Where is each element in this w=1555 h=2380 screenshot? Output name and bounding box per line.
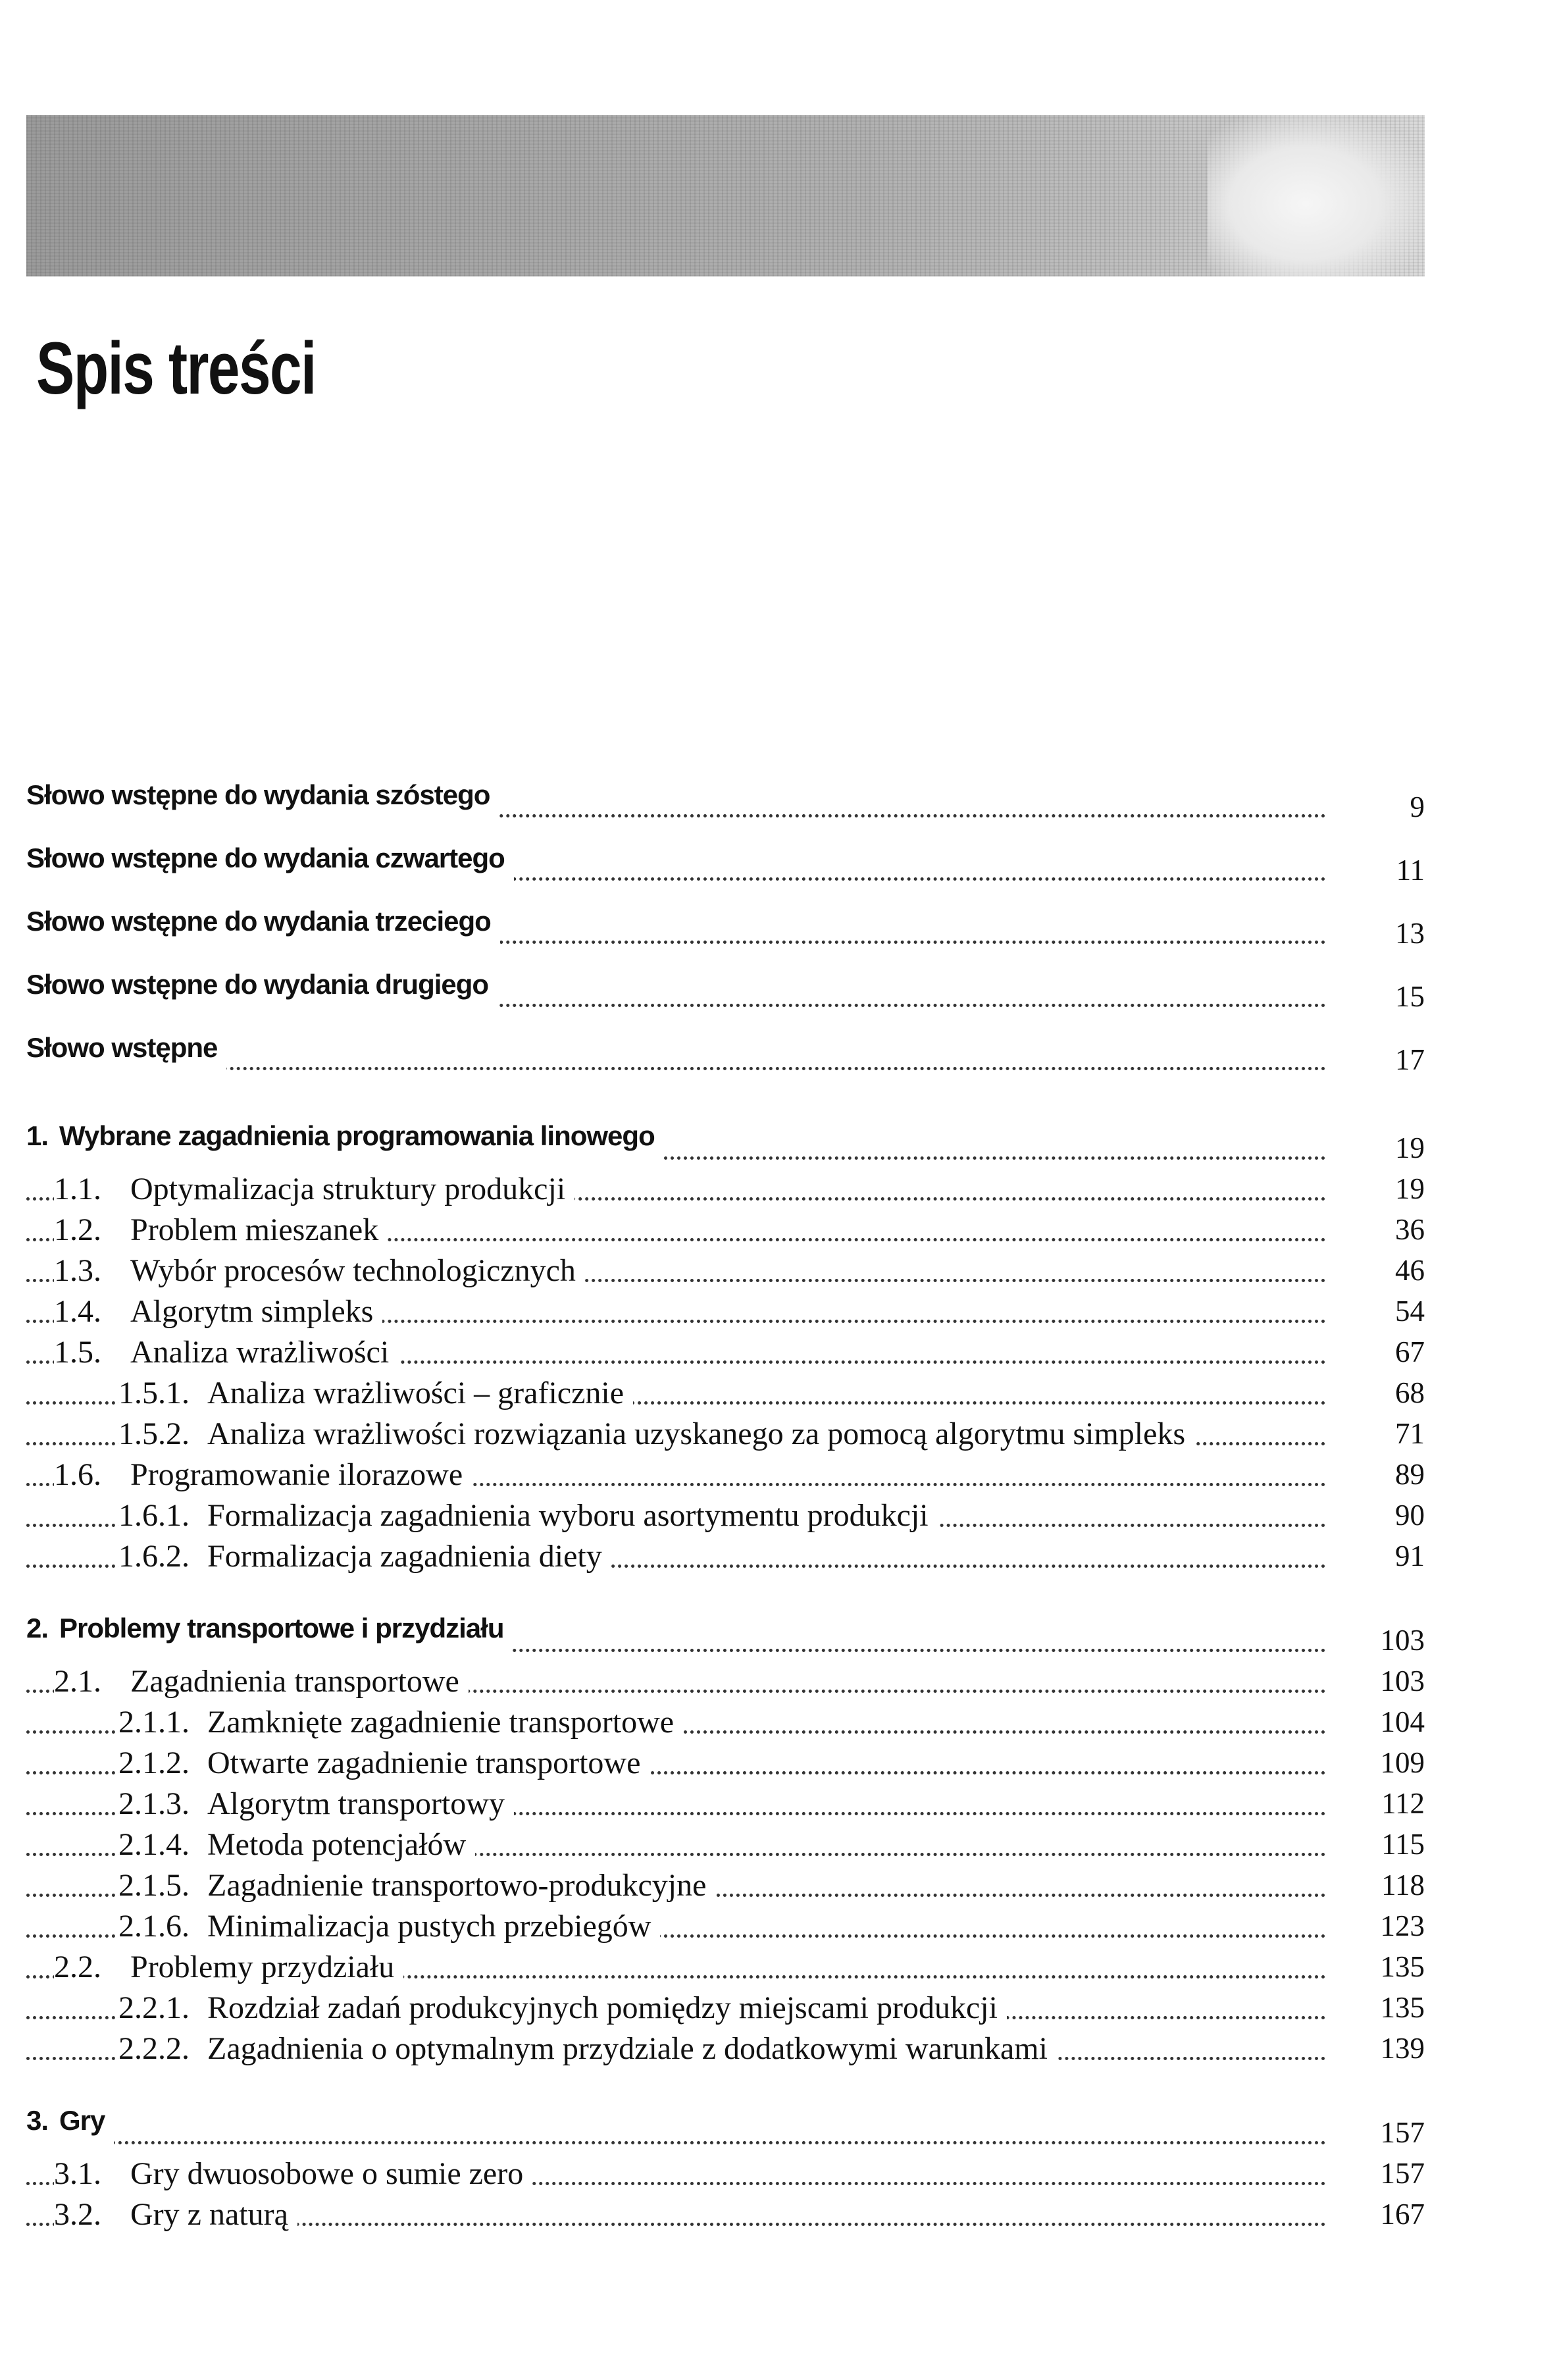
toc-page-number: 15 (1395, 980, 1425, 1013)
toc-subsection[interactable] (26, 1495, 1425, 1536)
toc-section[interactable] (26, 1661, 1425, 1702)
toc-page-number: 90 (1395, 1499, 1425, 1532)
section-title: Algorytm transportowy (207, 1786, 505, 1821)
section-number: 3.1. (54, 2156, 101, 2191)
section-number: 1.5. (54, 1335, 101, 1370)
toc-page-number: 19 (1395, 1131, 1425, 1164)
toc-entry-preface-4[interactable] (26, 827, 1425, 890)
toc-section[interactable] (26, 1251, 1425, 1291)
toc-page-number: 118 (1381, 1869, 1425, 1901)
section-number: 1.4. (54, 1294, 101, 1329)
toc-subsection[interactable] (26, 1784, 1425, 1824)
section-number: 2.1.1. (118, 1705, 190, 1740)
toc-section[interactable] (26, 1210, 1425, 1251)
toc-chapter-3[interactable] (26, 2088, 1425, 2154)
section-title: Gry dwuosobowe o sumie zero (130, 2156, 524, 2191)
toc-page-number: 109 (1380, 1746, 1425, 1779)
toc-subsection[interactable] (26, 1906, 1425, 1947)
section-title: Algorytm simpleks (130, 1294, 374, 1329)
toc-page-number: 67 (1395, 1335, 1425, 1368)
section-title: Formalizacja zagadnienia wyboru asortymentu produkcji (207, 1498, 929, 1533)
section-number: 1.5.2. (118, 1416, 190, 1451)
toc-subsection[interactable] (26, 1824, 1425, 1865)
toc-page-number: 157 (1380, 2157, 1425, 2190)
header-band-fade (1208, 115, 1425, 276)
toc-page-number: 103 (1380, 1624, 1425, 1657)
toc-page-number: 46 (1395, 1254, 1425, 1287)
toc-page-number: 68 (1395, 1376, 1425, 1409)
section-number: 2.1.4. (118, 1827, 190, 1862)
leader-dots (26, 2141, 1326, 2144)
section-title: Analiza wrażliwości rozwiązania uzyskanego za pomocą algorytmu simpleks (207, 1416, 1186, 1451)
toc-subsection[interactable] (26, 1743, 1425, 1784)
section-title: Gry z naturą (130, 2197, 288, 2232)
toc-page-number: 71 (1395, 1417, 1425, 1450)
toc-entry-label: Słowo wstępne do wydania trzeciego (26, 890, 500, 953)
toc-page-number: 135 (1380, 1991, 1425, 2024)
section-title: Analiza wrażliwości (130, 1335, 390, 1370)
toc-subsection[interactable] (26, 1536, 1425, 1577)
toc-page-number: 104 (1380, 1705, 1425, 1738)
toc-section[interactable] (26, 1169, 1425, 1210)
toc-page-number: 103 (1380, 1665, 1425, 1697)
chapter-number: 2. (26, 1613, 49, 1643)
toc-subsection[interactable] (26, 1373, 1425, 1414)
toc-entry-label: Słowo wstępne do wydania czwartego (26, 827, 514, 890)
toc-section[interactable] (26, 1332, 1425, 1373)
toc-entry-preface-6[interactable] (26, 763, 1425, 827)
section-number: 1.2. (54, 1212, 101, 1247)
section-title: Zagadnienie transportowo-produkcyjne (207, 1868, 707, 1903)
toc-entry-label: Słowo wstępne (26, 1016, 226, 1079)
section-title: Zagadnienia o optymalnym przydziale z dodatkowymi warunkami (207, 2031, 1048, 2066)
section-title: Rozdział zadań produkcyjnych pomiędzy miejscami produkcji (207, 1990, 998, 2025)
section-title: Zamknięte zagadnienie transportowe (207, 1705, 675, 1740)
section-title: Programowanie ilorazowe (130, 1457, 463, 1492)
section-title: Formalizacja zagadnienia diety (207, 1539, 602, 1574)
section-number: 1.3. (54, 1253, 101, 1288)
toc-subsection[interactable] (26, 1414, 1425, 1455)
toc-entry-label: Słowo wstępne do wydania drugiego (26, 953, 497, 1016)
section-number: 1.6. (54, 1457, 101, 1492)
toc-page-number: 115 (1381, 1828, 1425, 1861)
toc-page-number: 9 (1410, 790, 1425, 823)
toc-subsection[interactable] (26, 1988, 1425, 2029)
chapter-title: Wybrane zagadnienia programowania linowego (59, 1120, 655, 1151)
toc-page-number: 91 (1395, 1539, 1425, 1572)
toc-entry-label: Słowo wstępne do wydania szóstego (26, 763, 499, 827)
section-title: Zagadnienia transportowe (130, 1664, 459, 1699)
toc-page-number: 157 (1380, 2116, 1425, 2149)
section-title: Analiza wrażliwości – graficznie (207, 1376, 625, 1410)
toc-entry-preface-2[interactable] (26, 953, 1425, 1016)
toc-page-number: 36 (1395, 1213, 1425, 1246)
toc-page-number: 139 (1380, 2032, 1425, 2065)
section-title: Wybór procesów technologicznych (130, 1253, 576, 1288)
toc-page-number: 19 (1395, 1172, 1425, 1205)
toc-page-number: 17 (1395, 1043, 1425, 1076)
section-number: 2.1. (54, 1664, 101, 1699)
section-number: 1.6.1. (118, 1498, 190, 1533)
header-band (26, 115, 1425, 276)
section-number: 1.1. (54, 1172, 101, 1206)
toc-section[interactable] (26, 1455, 1425, 1495)
toc-section[interactable] (26, 1947, 1425, 1988)
section-title: Problem mieszanek (130, 1212, 379, 1247)
toc-page-number: 11 (1396, 854, 1425, 887)
toc-page-number: 54 (1395, 1295, 1425, 1328)
section-title: Optymalizacja struktury produkcji (130, 1172, 566, 1206)
toc-page-number: 112 (1381, 1787, 1425, 1820)
toc-page-number: 167 (1380, 2198, 1425, 2231)
section-number: 2.2.1. (118, 1990, 190, 2025)
section-number: 2.1.2. (118, 1746, 190, 1780)
section-title: Otwarte zagadnienie transportowe (207, 1746, 641, 1780)
section-number: 2.1.6. (118, 1909, 190, 1944)
section-number: 2.2. (54, 1950, 101, 1984)
toc-section[interactable] (26, 2154, 1425, 2194)
table-of-contents (26, 763, 1425, 2235)
toc-subsection[interactable] (26, 2029, 1425, 2069)
page-title: Spis treści (36, 327, 316, 409)
chapter-number: 1. (26, 1120, 49, 1151)
section-title: Metoda potencjałów (207, 1827, 467, 1862)
toc-subsection[interactable] (26, 1865, 1425, 1906)
chapter-title: Problemy transportowe i przydziału (59, 1613, 504, 1643)
toc-page-number: 89 (1395, 1458, 1425, 1491)
toc-section[interactable] (26, 2194, 1425, 2235)
toc-page-number: 135 (1380, 1950, 1425, 1983)
section-number: 2.1.3. (118, 1786, 190, 1821)
section-number: 2.1.5. (118, 1868, 190, 1903)
section-title: Problemy przydziału (130, 1950, 395, 1984)
toc-chapter-1[interactable] (26, 1103, 1425, 1169)
toc-subsection[interactable] (26, 1702, 1425, 1743)
section-number: 1.6.2. (118, 1539, 190, 1574)
toc-chapter-2[interactable] (26, 1595, 1425, 1661)
chapter-number: 3. (26, 2105, 49, 2136)
toc-section[interactable] (26, 1291, 1425, 1332)
section-number: 2.2.2. (118, 2031, 190, 2066)
toc-page-number: 123 (1380, 1909, 1425, 1942)
section-number: 1.5.1. (118, 1376, 190, 1410)
chapter-title: Gry (59, 2105, 105, 2136)
section-title: Minimalizacja pustych przebiegów (207, 1909, 651, 1944)
toc-entry-preface[interactable] (26, 1016, 1425, 1079)
section-number: 3.2. (54, 2197, 101, 2232)
toc-entry-preface-3[interactable] (26, 890, 1425, 953)
toc-page-number: 13 (1395, 917, 1425, 950)
